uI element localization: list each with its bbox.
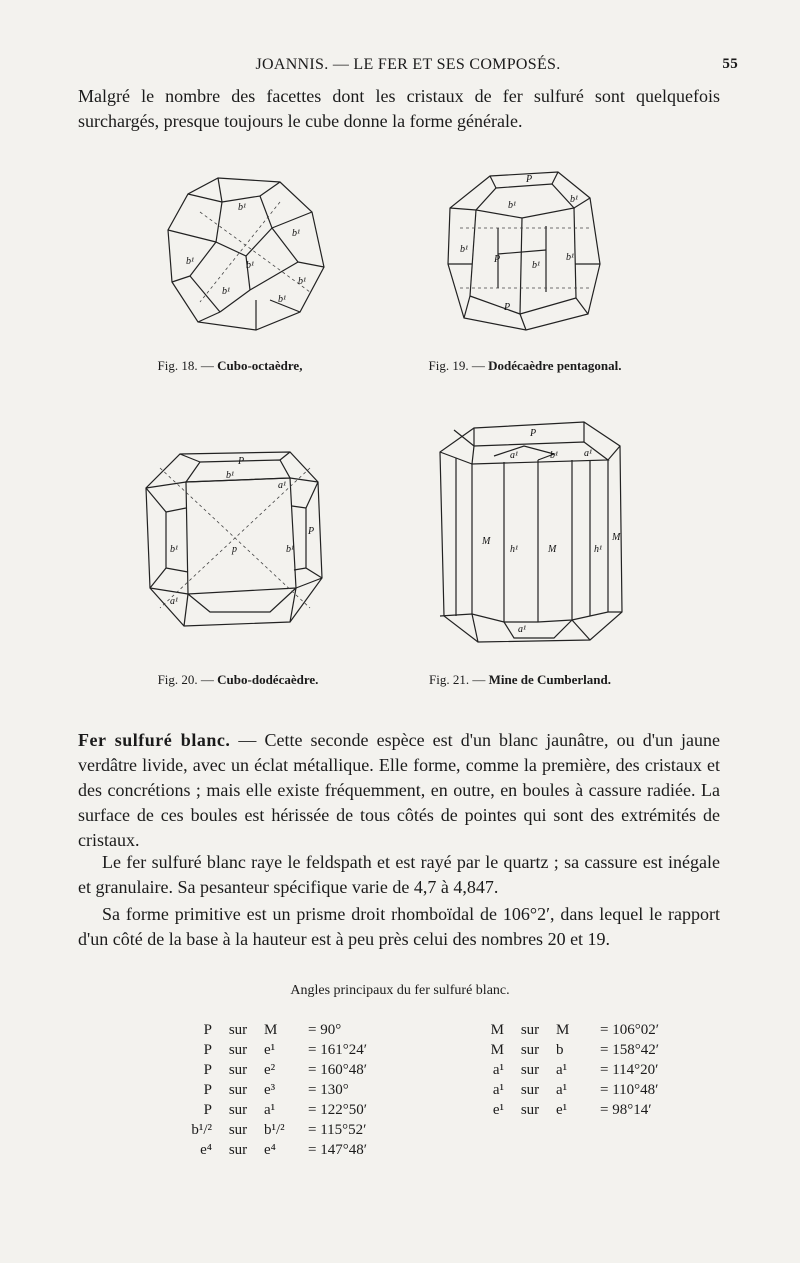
- angles-cell-l-v: = 115°52′: [308, 1121, 367, 1138]
- fig20-label-2: b¹: [226, 470, 234, 481]
- figure-20-caption: [128, 672, 348, 688]
- fig19-label-5: P: [494, 254, 501, 265]
- figure-20-title: Cubo-dodécaèdre.: [217, 672, 319, 687]
- angles-cell-l-a: P: [203, 1061, 212, 1078]
- angles-cell-l-v: = 90°: [308, 1021, 342, 1038]
- angles-cell-r-a: a¹: [492, 1061, 504, 1078]
- figure-21-number: Fig. 21. —: [428, 672, 486, 687]
- fig21-label-3: b¹: [550, 450, 558, 461]
- table-gap: [432, 1080, 460, 1100]
- figure-21-title: Mine de Cumberland.: [488, 672, 611, 687]
- angles-cell-r-v: = 114°20′: [600, 1061, 659, 1078]
- fig20-label-1: P: [238, 456, 245, 467]
- angles-cell-l-a: P: [203, 1081, 212, 1098]
- running-title: JOANNIS. — LE FER ET SES COMPOSÉS.: [255, 56, 561, 73]
- angles-cell-r-b: [552, 1140, 596, 1160]
- table-gap: [432, 1040, 460, 1060]
- fig19-label-7: b¹: [566, 252, 574, 263]
- angles-table-title: Angles principaux du fer sulfuré blanc.: [290, 983, 510, 998]
- figure-18-cubo-octahedron: [160, 172, 330, 337]
- section-paragraph-1: [78, 728, 720, 853]
- angles-cell-r-v: [596, 1120, 724, 1140]
- angles-table-row: [168, 1080, 724, 1100]
- angles-table-row: [168, 1060, 724, 1080]
- angles-cell-l-a: P: [203, 1021, 212, 1038]
- fig18-label-1: b¹: [238, 202, 246, 213]
- table-gap: [432, 1060, 460, 1080]
- angles-cell-l-b: e¹: [264, 1041, 276, 1058]
- angles-cell-l-sur: sur: [228, 1141, 248, 1158]
- angles-cell-l-v: = 161°24′: [308, 1041, 367, 1058]
- angles-cell-l-b: a¹: [264, 1101, 276, 1118]
- angles-cell-l-a: P: [203, 1041, 212, 1058]
- fig18-label-5: b¹: [298, 276, 306, 287]
- fig19-label-3: b¹: [570, 194, 578, 205]
- angles-cell-r-sur: sur: [520, 1101, 540, 1118]
- fig19-label-6: b¹: [532, 260, 540, 271]
- figure-19-title: Dodécaèdre pentagonal.: [488, 358, 622, 373]
- figure-19-pentagonal-dodecahedron: [440, 168, 610, 338]
- angles-cell-r-b: e¹: [556, 1101, 568, 1118]
- fig20-label-3: a¹: [278, 480, 286, 491]
- angles-cell-r-v: = 106°02′: [600, 1021, 659, 1038]
- angles-cell-l-a: P: [203, 1101, 212, 1118]
- fig19-label-2: b¹: [508, 200, 516, 211]
- angles-cell-r-sur: [508, 1140, 552, 1160]
- angles-cell-r-sur: sur: [520, 1081, 540, 1098]
- section-paragraph-3: [78, 902, 720, 952]
- angles-cell-r-sur: sur: [520, 1041, 540, 1058]
- section-term: Fer sulfuré blanc.: [78, 730, 231, 750]
- figure-18-number: Fig. 18. —: [157, 358, 214, 373]
- fig21-label-6: M: [548, 544, 557, 555]
- fig18-label-2: b¹: [292, 228, 300, 239]
- fig20-label-8: a¹: [170, 596, 178, 607]
- angles-table-row: [168, 1040, 724, 1060]
- fig20-label-4: p: [232, 544, 237, 555]
- angles-cell-r-v: = 110°48′: [600, 1081, 659, 1098]
- fig21-label-5: M: [482, 536, 491, 547]
- angles-cell-l-b: e²: [264, 1061, 276, 1078]
- angles-cell-r-b: M: [556, 1021, 570, 1038]
- fig21-label-9: h¹: [594, 544, 602, 555]
- angles-cell-r-sur: sur: [520, 1021, 540, 1038]
- fig18-label-6: b¹: [222, 286, 230, 297]
- angles-cell-r-b: b: [556, 1041, 564, 1058]
- angles-cell-l-v: = 147°48′: [308, 1141, 367, 1158]
- figure-18-caption: [130, 358, 330, 374]
- figure-19-caption: [395, 358, 655, 374]
- table-gap: [432, 1120, 460, 1140]
- angles-cell-r-v: = 98°14′: [600, 1101, 652, 1118]
- angles-cell-l-v: = 160°48′: [308, 1061, 367, 1078]
- fig20-label-7: P: [308, 526, 315, 537]
- figure-21-cumberland-crystal: [434, 416, 630, 646]
- intro-text: Malgré le nombre des facettes dont les cristaux de fer sulfuré sont quelquefois surchargés, presque toujours le cube donne la forme générale.: [78, 86, 720, 131]
- angles-table-row: [168, 1100, 724, 1120]
- angles-cell-r-b: [552, 1120, 596, 1140]
- intro-paragraph: [78, 84, 720, 134]
- angles-cell-l-a: e⁴: [200, 1141, 212, 1158]
- angles-cell-r-a: a¹: [492, 1081, 504, 1098]
- angles-cell-r-a: M: [490, 1041, 504, 1058]
- angles-cell-r-a: [460, 1120, 508, 1140]
- table-gap: [432, 1020, 460, 1040]
- figure-20-cubo-dodecahedron: [140, 448, 330, 628]
- angles-cell-r-b: a¹: [556, 1061, 568, 1078]
- page-number: 55: [722, 56, 738, 72]
- fig20-label-6: b¹: [286, 544, 294, 555]
- angles-cell-r-sur: [508, 1120, 552, 1140]
- angles-cell-r-sur: sur: [520, 1061, 540, 1078]
- angles-cell-l-sur: sur: [228, 1061, 248, 1078]
- fig18-label-3: b¹: [186, 256, 194, 267]
- table-gap: [432, 1100, 460, 1120]
- angles-cell-l-v: = 122°50′: [308, 1101, 367, 1118]
- section-paragraph-3-text: Sa forme primitive est un prisme droit rhomboïdal de 106°2′, dans lequel le rapport d'un côté de la base à la hauteur est à peu près celui des nombres 20 et 19.: [78, 904, 720, 949]
- fig21-label-8: h¹: [510, 544, 518, 555]
- angles-table-row: [168, 1140, 724, 1160]
- fig21-label-10: a¹: [518, 624, 526, 635]
- angles-cell-r-a: e¹: [492, 1101, 504, 1118]
- angles-table-row: [168, 1120, 724, 1140]
- fig21-label-4: a¹: [584, 448, 592, 459]
- running-header: [78, 56, 738, 78]
- figure-18-title: Cubo-octaèdre,: [217, 358, 303, 373]
- fig19-label-8: P: [504, 302, 511, 313]
- angles-cell-l-v: = 130°: [308, 1081, 349, 1098]
- angles-cell-l-sur: sur: [228, 1021, 248, 1038]
- angles-cell-l-b: e⁴: [264, 1141, 276, 1158]
- angles-cell-l-a: b¹/²: [191, 1121, 212, 1138]
- angles-cell-l-sur: sur: [228, 1081, 248, 1098]
- angles-table-row: [168, 1020, 724, 1040]
- fig18-label-4: b¹: [246, 260, 254, 271]
- fig21-label-7: M: [612, 532, 621, 543]
- angles-cell-l-b: b¹/²: [264, 1121, 285, 1138]
- fig20-label-5: b¹: [170, 544, 178, 555]
- angles-cell-l-sur: sur: [228, 1121, 248, 1138]
- fig21-label-1: P: [530, 428, 537, 439]
- section-paragraph-2: [78, 850, 720, 900]
- angles-cell-r-v: = 158°42′: [600, 1041, 659, 1058]
- table-gap: [432, 1140, 460, 1160]
- angles-cell-r-a: M: [490, 1021, 504, 1038]
- section-paragraph-1-text: — Cette seconde espèce est d'un blanc jaunâtre, ou d'un jaune verdâtre livide, avec un éclat métallique. Elle forme, comme la première, des cristaux et des concrétions ; mais elle existe fréquemment, en outre, en boules à cassure radiée. La surface de ces boules est hérissée de tous côtés de pointes qui sont des extrémités de cristaux.: [78, 730, 720, 850]
- figure-20-number: Fig. 20. —: [157, 672, 214, 687]
- angles-cell-l-b: M: [264, 1021, 278, 1038]
- angles-cell-r-b: a¹: [556, 1081, 568, 1098]
- angles-cell-l-b: e³: [264, 1081, 276, 1098]
- angles-table: [168, 1020, 724, 1160]
- fig21-label-2: a¹: [510, 450, 518, 461]
- angles-cell-r-a: [460, 1140, 508, 1160]
- fig19-label-4: b¹: [460, 244, 468, 255]
- figure-21-caption: [400, 672, 640, 688]
- section-paragraph-2-text: Le fer sulfuré blanc raye le feldspath et est rayé par le quartz ; sa cassure est inégale et granulaire. Sa pesanteur spécifique varie de 4,7 à 4,847.: [78, 852, 720, 897]
- angles-cell-l-sur: sur: [228, 1041, 248, 1058]
- angles-cell-r-v: [596, 1140, 724, 1160]
- fig18-label-7: b¹: [278, 294, 286, 305]
- figure-19-number: Fig. 19. —: [428, 358, 485, 373]
- fig19-label-1: P: [526, 174, 533, 185]
- angles-cell-l-sur: sur: [228, 1101, 248, 1118]
